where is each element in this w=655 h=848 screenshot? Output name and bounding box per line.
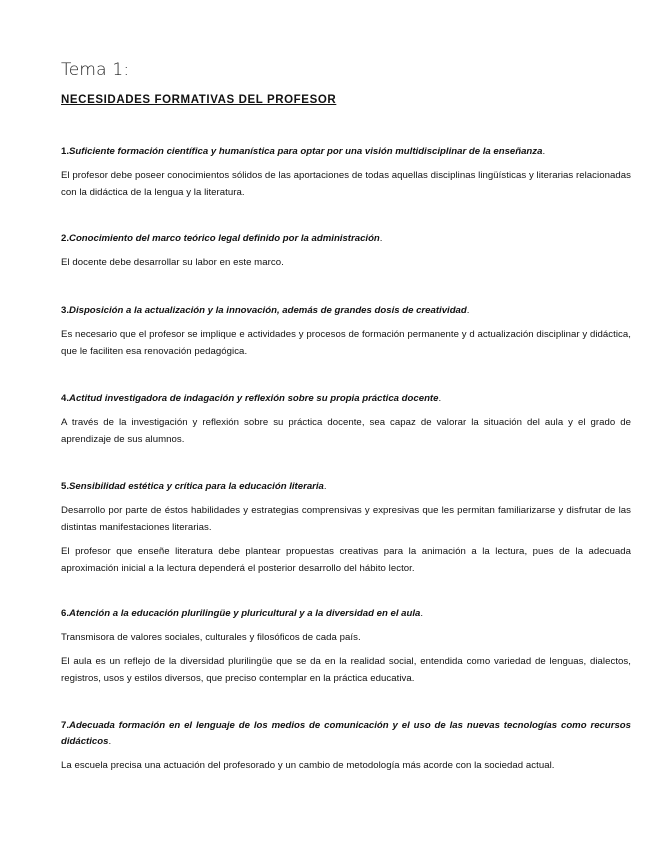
section-heading: 6.Atención a la educación plurilingüe y pluricultural y a la diversidad en el aula.	[61, 608, 424, 619]
section-heading: 2.Conocimiento del marco teórico legal definido por la administración.	[61, 233, 383, 244]
section-heading-text: Conocimiento del marco teórico legal definido por la administración	[69, 233, 380, 244]
section-number: 3.	[61, 305, 70, 316]
section-paragraph: Desarrollo por parte de éstos habilidades y estrategias comprensivas y expresivas que les permitan familiarizarse y disfrutar de las distintas manifestaciones literarias.	[61, 505, 631, 533]
section-paragraph: Es necesario que el profesor se implique e actividades y procesos de formación permanente y d actualización disciplinar y didáctica, que le faciliten esa renovación pedagógica.	[61, 329, 631, 357]
section-paragraph: La escuela precisa una actuación del profesorado y un cambio de metodología más acorde con la sociedad actual.	[61, 760, 555, 771]
section-paragraph: El aula es un reflejo de la diversidad plurilingüe que se da en la realidad social, entendida como variedad de lenguas, dialectos, registros, usos y estilos diversos, que preciso contemplar en la práctica educativa.	[61, 656, 631, 684]
page-title: Tema 1:	[61, 60, 130, 80]
section-5	[61, 479, 631, 584]
section-4	[61, 391, 631, 455]
section-number: 7.	[61, 720, 70, 731]
page-subtitle: NECESIDADES FORMATIVAS DEL PROFESOR	[61, 94, 337, 106]
section-2	[61, 231, 631, 278]
section-paragraph: A través de la investigación y reflexión sobre su práctica docente, sea capaz de valorar la situación del aula y el grado de aprendizaje de sus alumnos.	[61, 417, 631, 445]
section-heading: 4.Actitud investigadora de indagación y reflexión sobre su propia práctica docente.	[61, 393, 442, 404]
section-heading: 5.Sensibilidad estética y crítica para la educación literaria.	[61, 481, 327, 492]
section-paragraph: Transmisora de valores sociales, culturales y filosóficos de cada país.	[61, 632, 361, 643]
section-heading: 3.Disposición a la actualización y la innovación, además de grandes dosis de creatividad.	[61, 305, 470, 316]
section-heading-text: Sensibilidad estética y crítica para la educación literaria	[69, 481, 324, 492]
section-heading-text: Adecuada formación en el lenguaje de los medios de comunicación y el uso de las nuevas tecnologías como recursos didácticos	[61, 720, 631, 747]
section-number: 6.	[61, 608, 70, 619]
section-paragraph: El profesor que enseñe literatura debe plantear propuestas creativas para la animación a la lectura, pues de la adecuada aproximación inicial a la lectura dependerá el posterior desarrollo del hábito lector.	[61, 546, 631, 574]
section-number: 5.	[61, 481, 70, 492]
section-number: 4.	[61, 393, 70, 404]
section-heading-text: Disposición a la actualización y la innovación, además de grandes dosis de creatividad	[69, 305, 467, 316]
section-1	[61, 144, 631, 208]
section-heading: 7.Adecuada formación en el lenguaje de los medios de comunicación y el uso de las nuevas tecnologías como recursos didácticos.	[61, 720, 631, 747]
section-heading-text: Suficiente formación científica y humanística para optar por una visión multidisciplinar de la enseñanza	[69, 146, 543, 157]
section-number: 2.	[61, 233, 70, 244]
section-7	[61, 718, 631, 781]
section-heading-text: Actitud investigadora de indagación y reflexión sobre su propia práctica docente	[69, 393, 439, 404]
section-6	[61, 606, 631, 694]
section-paragraph: El profesor debe poseer conocimientos sólidos de las aportaciones de todas aquellas disciplinas lingüísticas y literarias relacionadas con la didáctica de la lengua y la literatura.	[61, 170, 631, 198]
section-paragraph: El docente debe desarrollar su labor en este marco.	[61, 257, 284, 268]
section-number: 1.	[61, 146, 70, 157]
section-3	[61, 303, 631, 367]
section-heading-text: Atención a la educación plurilingüe y pluricultural y a la diversidad en el aula	[69, 608, 421, 619]
section-heading: 1.Suficiente formación científica y humanística para optar por una visión multidisciplinar de la enseñanza.	[61, 146, 546, 157]
